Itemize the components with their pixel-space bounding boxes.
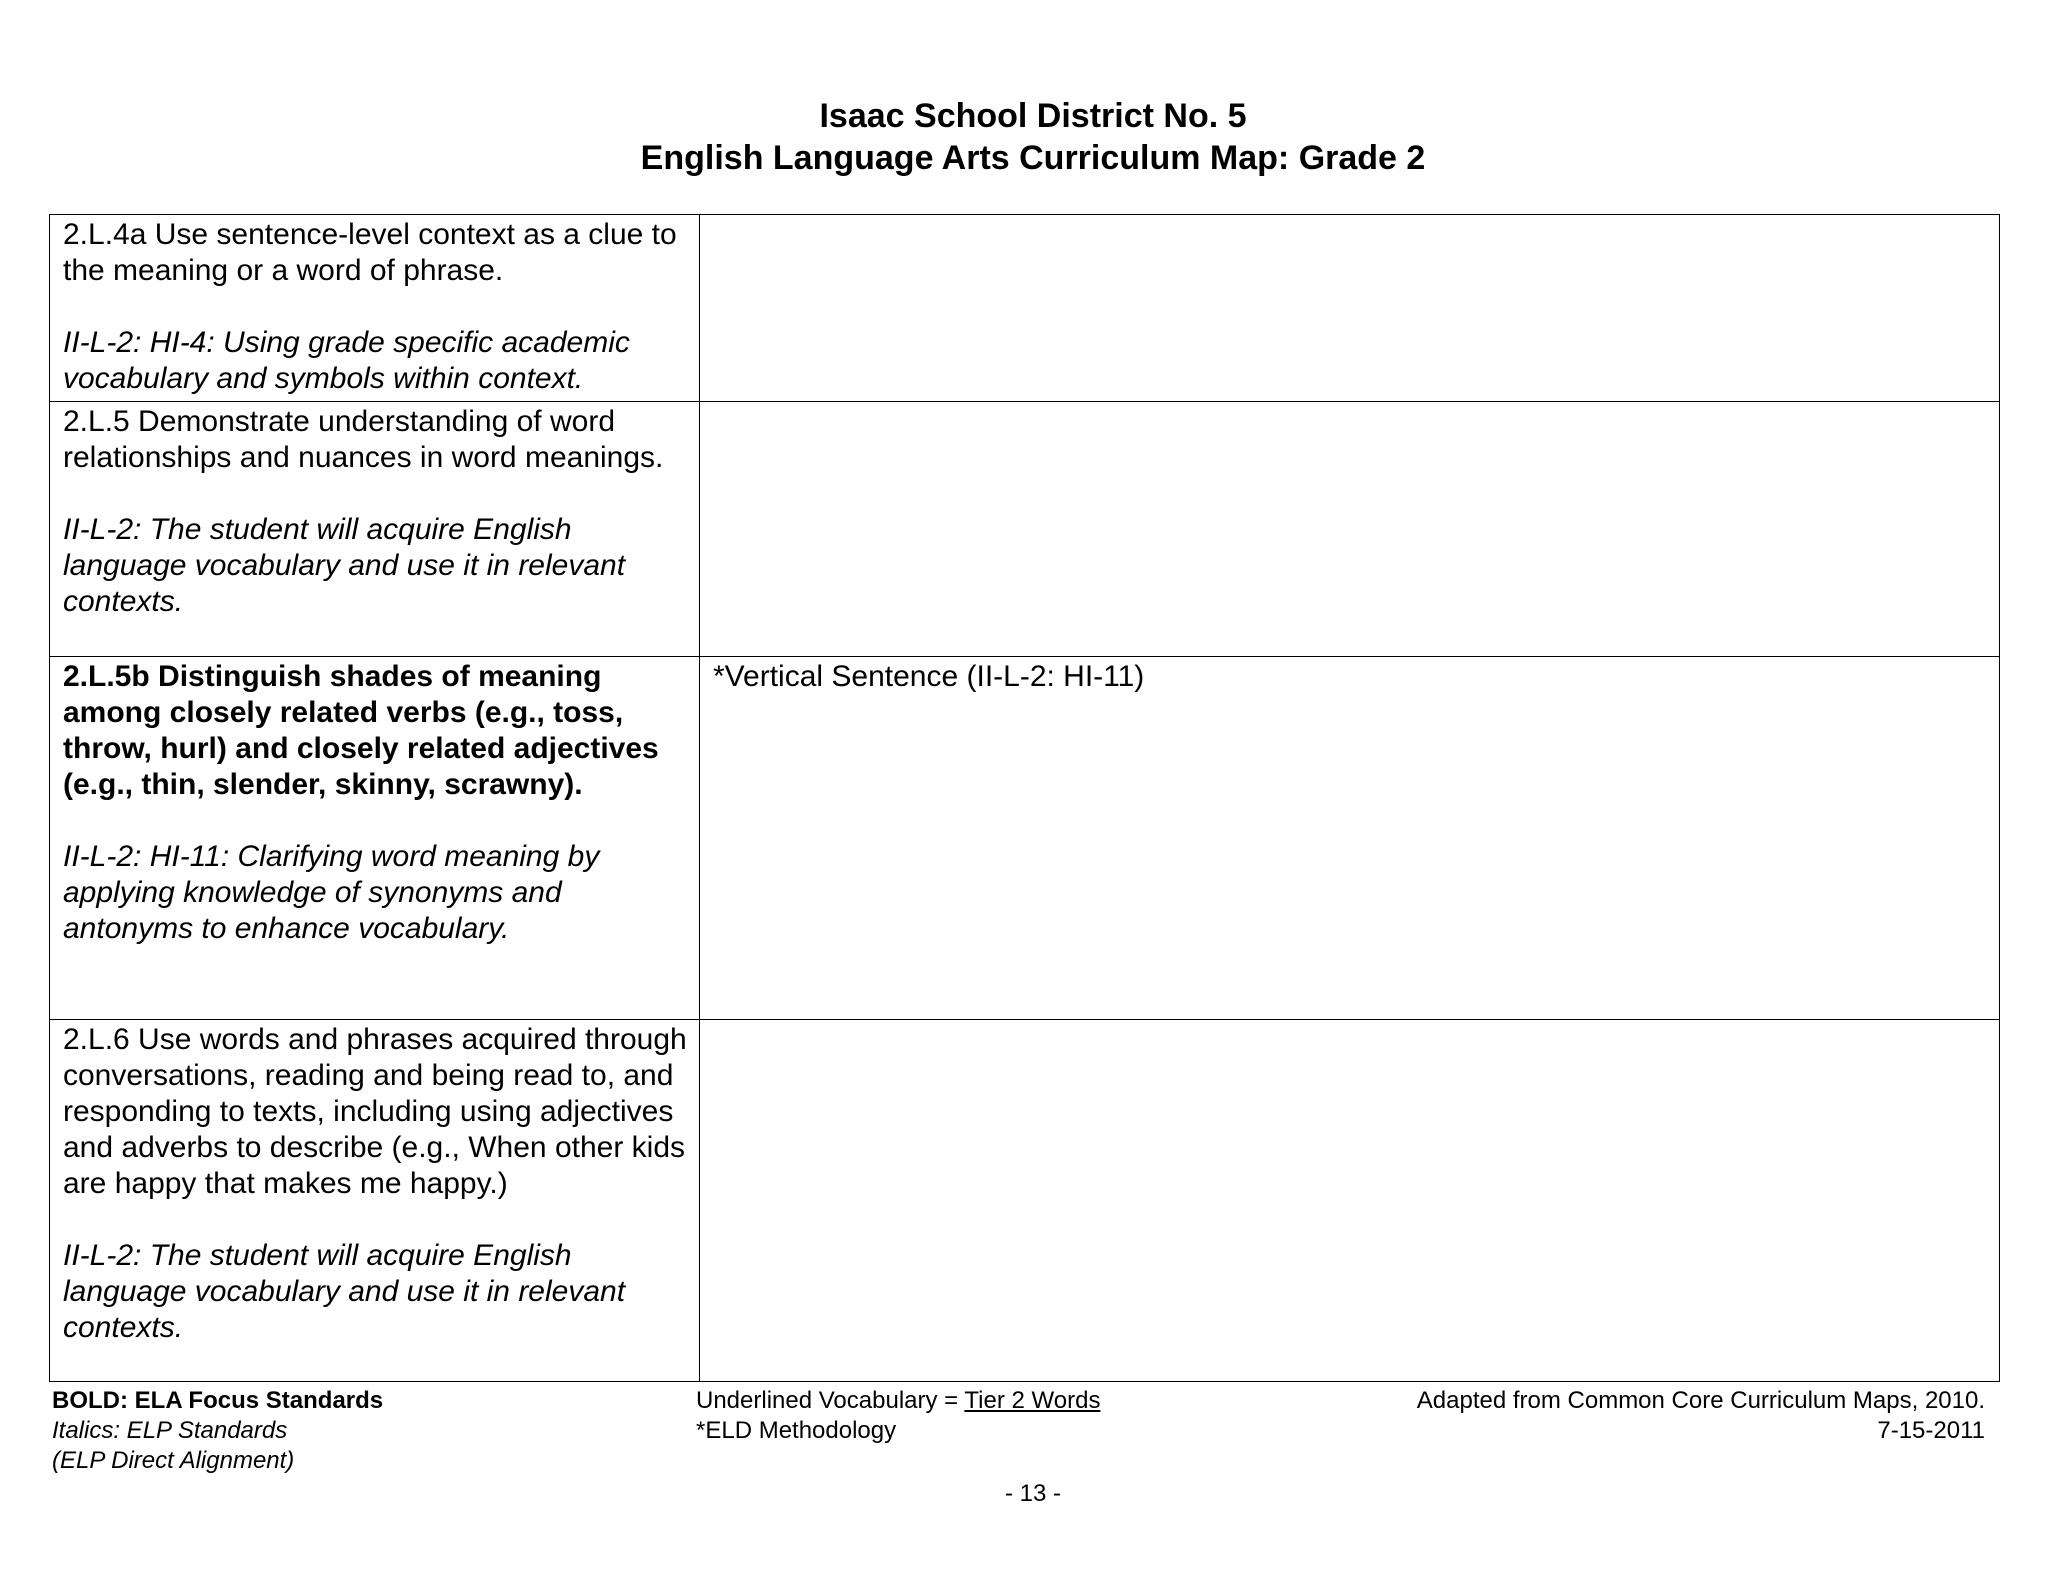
underlined-vocabulary-legend [696,1386,1100,1416]
notes-text: *Vertical Sentence (II-L-2: HI-11) [713,660,1145,693]
page-number: - 13 - [1004,1480,1061,1507]
footer-vocabulary [696,1386,1100,1446]
standard-cell [50,402,700,657]
table-row [50,1020,2000,1382]
table-row [50,657,2000,1020]
notes-cell [700,1020,2000,1382]
elp-standard-text: II-L-2: HI-11: Clarifying word meaning by applying knowledge of synonyms and antonyms to enhance vocabulary. [63,840,600,945]
curriculum-map-title: English Language Arts Curriculum Map: Grade 2 [640,139,1426,177]
elp-standard-text: II-L-2: The student will acquire English language vocabulary and use it in relevant contexts. [63,513,626,618]
standard-text: 2.L.6 Use words and phrases acquired through conversations, reading and being read to, and responding to texts, including using adjectives and adverbs to describe (e.g., When other kids are happy that makes me happy.) [63,1023,687,1200]
curriculum-map-table [49,214,2000,1382]
footer-legend [52,1386,383,1476]
revision-date: 7-15-2011 [1877,1417,1985,1444]
notes-cell [700,402,2000,657]
tier-2-words: Tier 2 Words [964,1387,1101,1414]
footer-source [1417,1386,1985,1446]
elp-standard-text: II-L-2: The student will acquire English language vocabulary and use it in relevant contexts. [63,1239,626,1344]
standard-cell [50,215,700,402]
document-header [0,95,2048,179]
standard-text: 2.L.4a Use sentence-level context as a clue to the meaning or a word of phrase. [63,218,677,287]
table-row [50,402,2000,657]
district-title: Isaac School District No. 5 [819,97,1247,135]
adapted-from: Adapted from Common Core Curriculum Maps, 2010. [1416,1387,1985,1414]
notes-cell [700,657,2000,1020]
standard-cell [50,657,700,1020]
standard-text: 2.L.5 Demonstrate understanding of word relationships and nuances in word meanings. [63,405,664,474]
notes-cell [700,215,2000,402]
table-row [50,215,2000,402]
underlined-prefix: Underlined Vocabulary = [696,1387,965,1414]
elp-direct-alignment: (ELP Direct Alignment) [52,1447,295,1474]
eld-methodology: *ELD Methodology [696,1417,897,1444]
elp-standard-text: II-L-2: HI-4: Using grade specific academic vocabulary and symbols within context. [63,326,630,395]
standard-cell [50,1020,700,1382]
bold-legend: BOLD: ELA Focus Standards [52,1387,384,1414]
focus-standard-text: 2.L.5b Distinguish shades of meaning among closely related verbs (e.g., toss, throw, hurl) and closely related adjectives (e.g., thin, slender, skinny, scrawny). [63,660,659,801]
italics-legend: Italics: ELP Standards [52,1417,288,1444]
